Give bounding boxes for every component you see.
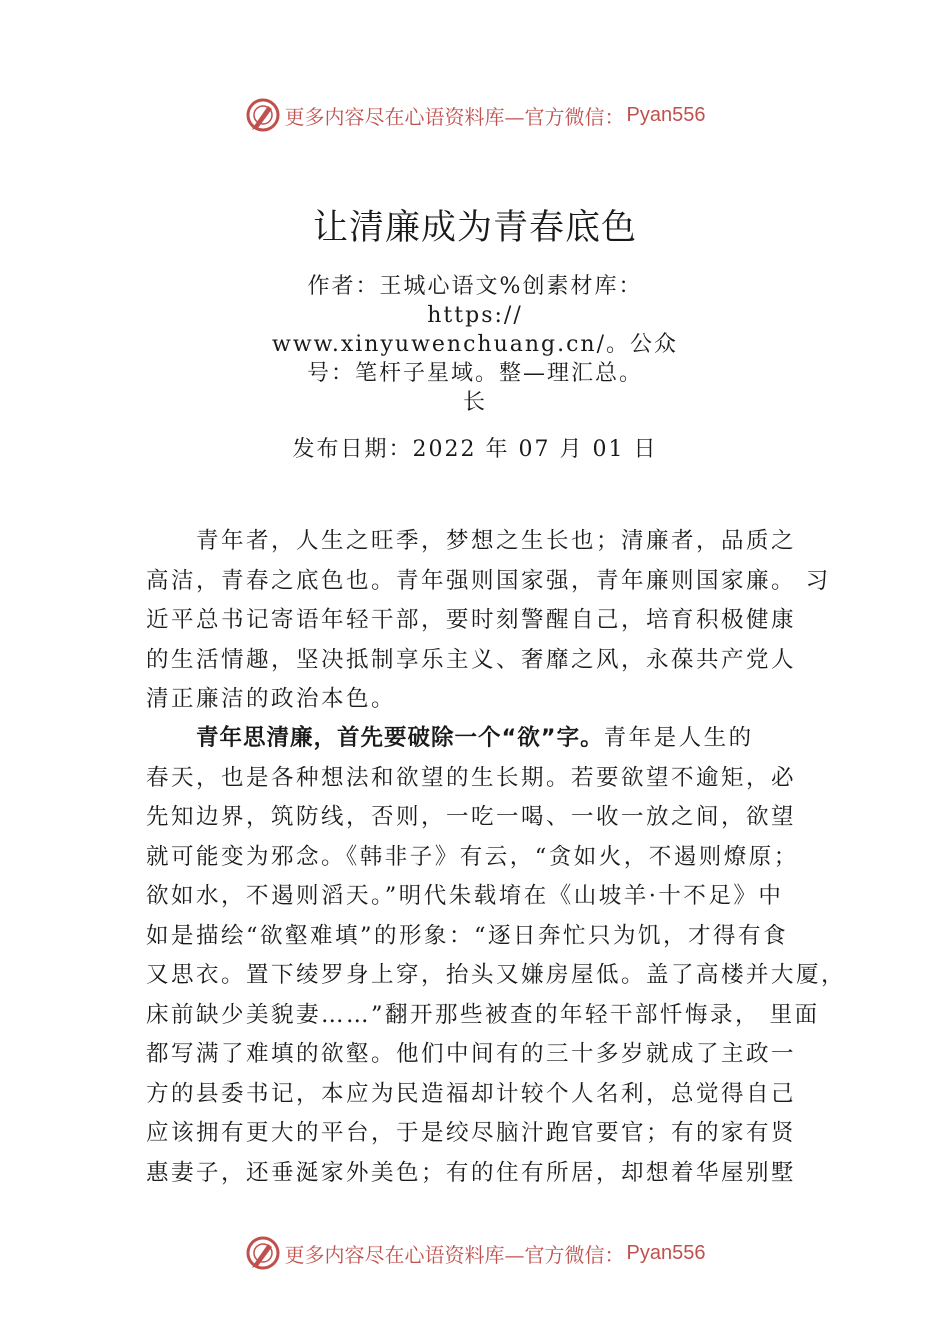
paragraph-2 — [146, 719, 847, 1193]
paragraph-line: 春天，也是各种想法和欲望的生长期。若要欲望不逾矩，必 — [146, 764, 797, 791]
paragraph-line: 的生活情趣，坚决抵制享乐主义、奢靡之风，永葆共产党人 — [146, 646, 797, 673]
banner-wechat-id: Pyan556 — [626, 1241, 706, 1264]
paragraph-line: 青年者，人生之旺季，梦想之生长也；清廉者，品质之 — [196, 528, 797, 554]
pen-logo-icon — [245, 97, 281, 133]
paragraph-line: 床前缺少美貌妻……”翻开那些被查的年轻干部忏悔录， 里面 — [146, 1001, 820, 1028]
paragraph-line: 又思衣。置下绫罗身上穿，抬头又嫌房屋低。盖了高楼并大厦， — [146, 962, 847, 988]
paragraph-lead-heading: 青年思清廉，首先要破除一个“欲”字。 — [196, 725, 604, 751]
header-banner — [0, 95, 950, 135]
banner-wechat-id: Pyan556 — [626, 103, 706, 126]
paragraph-line: 清正廉洁的政治本色。 — [146, 686, 397, 712]
paragraph-line: 都写满了难填的欲壑。他们中间有的三十多岁就成了主政一 — [146, 1041, 797, 1067]
author-line: 号：笔杆子星域。整—理汇总。 — [306, 361, 643, 386]
paragraph-first-line — [146, 719, 826, 759]
author-line: www.xinyuwenchuang.cn/。公众 — [271, 332, 679, 357]
footer-banner — [0, 1233, 950, 1273]
author-line: 长 — [462, 390, 487, 415]
publish-date: 发布日期：2022 年 07 月 01 日 — [292, 437, 658, 462]
banner-text: 更多内容尽在心语资料库—官方微信： — [284, 1242, 625, 1267]
paragraph-line: 惠妻子，还垂涎家外美色；有的住有所居，却想着华屋别墅 — [146, 1159, 797, 1186]
paragraph-line: 近平总书记寄语年轻干部，要时刻警醒自己，培育积极健康 — [146, 607, 797, 633]
paragraph-lead-rest: 青年是人生的 — [603, 725, 754, 751]
paragraph-line: 如是描绘“欲壑难填”的形象：“逐日奔忙只为饥，才得有食 — [146, 922, 789, 949]
author-line: https:// — [427, 303, 523, 328]
paragraph-line: 方的县委书记，本应为民造福却计较个人名利，总觉得自己 — [146, 1080, 797, 1107]
banner-text: 更多内容尽在心语资料库—官方微信： — [284, 104, 625, 129]
page-title: 让清廉成为青春底色 — [312, 208, 637, 248]
author-block — [270, 272, 680, 417]
paragraph-line: 应该拥有更大的平台，于是绞尽脑汁跑官要官；有的家有贤 — [146, 1120, 797, 1146]
author-line: 作者：王城心语文%创素材库： — [307, 274, 643, 299]
paragraph-line: 欲如水，不遏则滔天。”明代朱载堉在《山坡羊·十不足》中 — [146, 883, 784, 909]
paragraph-line: 先知边界，筑防线，否则，一吃一喝、一收一放之间，欲望 — [146, 804, 797, 830]
paragraph-line: 就可能变为邪念。《韩非子》有云，“贪如火，不遏则燎原； — [146, 843, 799, 870]
pen-logo-icon — [245, 1235, 281, 1271]
paragraph-1 — [146, 522, 831, 720]
paragraph-line: 高洁，青春之底色也。青年强则国家强，青年廉则国家廉。 习 — [146, 567, 831, 594]
